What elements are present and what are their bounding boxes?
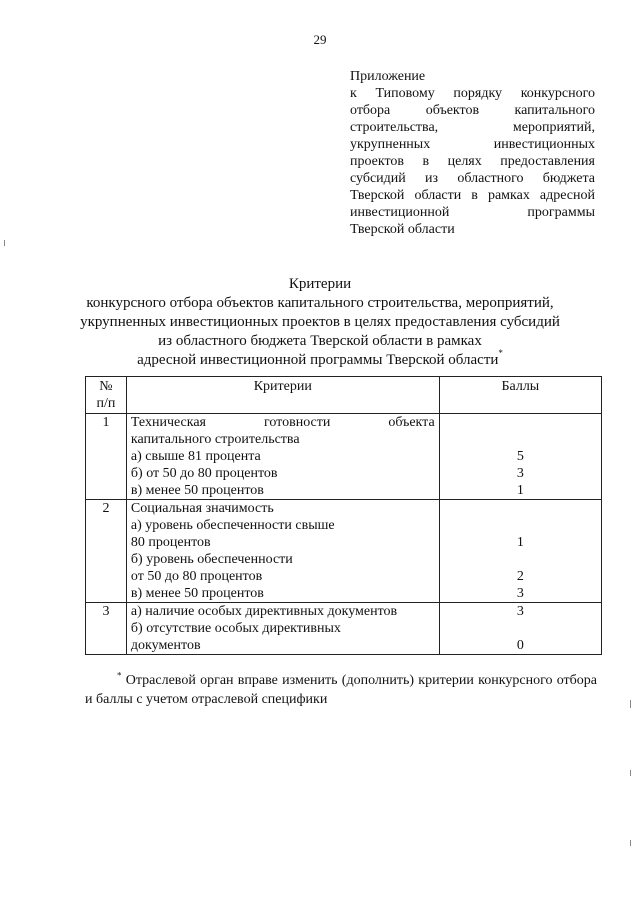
- heading-footnote-mark: *: [498, 348, 503, 358]
- criteria-line: документов: [130, 638, 201, 653]
- points-line: 1: [516, 535, 524, 550]
- criteria-line: Техническая готовности объекта: [130, 415, 435, 430]
- points-line: [444, 414, 597, 431]
- header-points: Баллы: [439, 377, 601, 414]
- points-line: 0: [516, 638, 524, 653]
- footnote: [85, 671, 597, 709]
- row-number: 3: [86, 603, 127, 655]
- appendix-line: отбора объектов капитального: [350, 103, 595, 118]
- appendix-line: проектов в целях предоставления: [350, 154, 595, 169]
- table-row: [86, 500, 602, 603]
- appendix-line: Тверской области в рамках адресной: [350, 188, 595, 203]
- row-criteria: [126, 500, 439, 603]
- criteria-line: а) наличие особых директивных документов: [130, 604, 398, 619]
- criteria-line: от 50 до 80 процентов: [130, 569, 263, 584]
- criteria-line: Социальная значимость: [130, 501, 274, 516]
- row-number: 2: [86, 500, 127, 603]
- page-number: 29: [313, 32, 327, 47]
- criteria-line: б) отсутствие особых директивных: [130, 621, 341, 636]
- header-num: [86, 377, 127, 414]
- footnote-text: Отраслевой орган вправе изменить (дополнить) критерии конкурсного отбора и баллы с учетом отраслевой специфики: [85, 673, 598, 707]
- appendix-line: к Типовому порядку конкурсного: [350, 86, 595, 101]
- criteria-line: б) уровень обеспеченности: [130, 552, 293, 567]
- scan-margin-mark: [4, 240, 5, 246]
- table-header-row: [86, 377, 602, 414]
- appendix-block: [350, 68, 595, 238]
- points-line: 2: [516, 569, 524, 584]
- row-points: [439, 414, 601, 500]
- heading-line: укрупненных инвестиционных проектов в целях предоставления субсидий: [80, 314, 560, 330]
- row-points: [439, 500, 601, 603]
- points-line: 1: [516, 483, 524, 498]
- criteria-line: б) от 50 до 80 процентов: [130, 466, 278, 481]
- points-line: 3: [516, 604, 524, 619]
- header-criteria: Критерии: [126, 377, 439, 414]
- appendix-line: укрупненных инвестиционных: [350, 137, 595, 152]
- table-row: [86, 414, 602, 500]
- appendix-line: строительства, мероприятий,: [350, 120, 595, 135]
- points-line: [444, 620, 597, 637]
- criteria-table: [85, 376, 602, 655]
- criteria-line: 80 процентов: [130, 535, 211, 550]
- criteria-line: в) менее 50 процентов: [130, 483, 264, 498]
- points-line: [444, 517, 597, 534]
- row-criteria: [126, 603, 439, 655]
- scan-margin-mark: [630, 700, 631, 708]
- criteria-line: а) свыше 81 процента: [130, 449, 261, 464]
- heading-line-last: [0, 348, 640, 370]
- document-heading: [0, 275, 640, 370]
- points-line: 5: [516, 449, 524, 464]
- appendix-title: Приложение: [350, 69, 426, 84]
- scan-margin-mark: [630, 770, 631, 776]
- row-points: [439, 603, 601, 655]
- heading-line: адресной инвестиционной программы Тверской области: [137, 352, 499, 368]
- points-line: 3: [516, 466, 524, 481]
- header-num-line1: №: [99, 379, 113, 394]
- heading-line: конкурсного отбора объектов капитального строительства, мероприятий,: [86, 295, 554, 311]
- appendix-line: Тверской области: [350, 222, 455, 237]
- footnote-mark: *: [117, 670, 122, 681]
- scan-margin-mark: [630, 840, 631, 846]
- criteria-line: в) менее 50 процентов: [130, 586, 264, 601]
- criteria-line: а) уровень обеспеченности свыше: [130, 518, 335, 533]
- criteria-line: капитального строительства: [130, 432, 300, 447]
- points-line: [444, 551, 597, 568]
- heading-title: Критерии: [288, 276, 352, 292]
- header-num-line2: п/п: [96, 396, 116, 411]
- row-number: 1: [86, 414, 127, 500]
- table-row: [86, 603, 602, 655]
- heading-line: из областного бюджета Тверской области в рамках: [158, 333, 482, 349]
- row-criteria: [126, 414, 439, 500]
- points-line: [444, 431, 597, 448]
- appendix-line: инвестиционной программы: [350, 205, 595, 220]
- points-line: [444, 500, 597, 517]
- appendix-line: субсидий из областного бюджета: [350, 171, 595, 186]
- points-line: 3: [516, 586, 524, 601]
